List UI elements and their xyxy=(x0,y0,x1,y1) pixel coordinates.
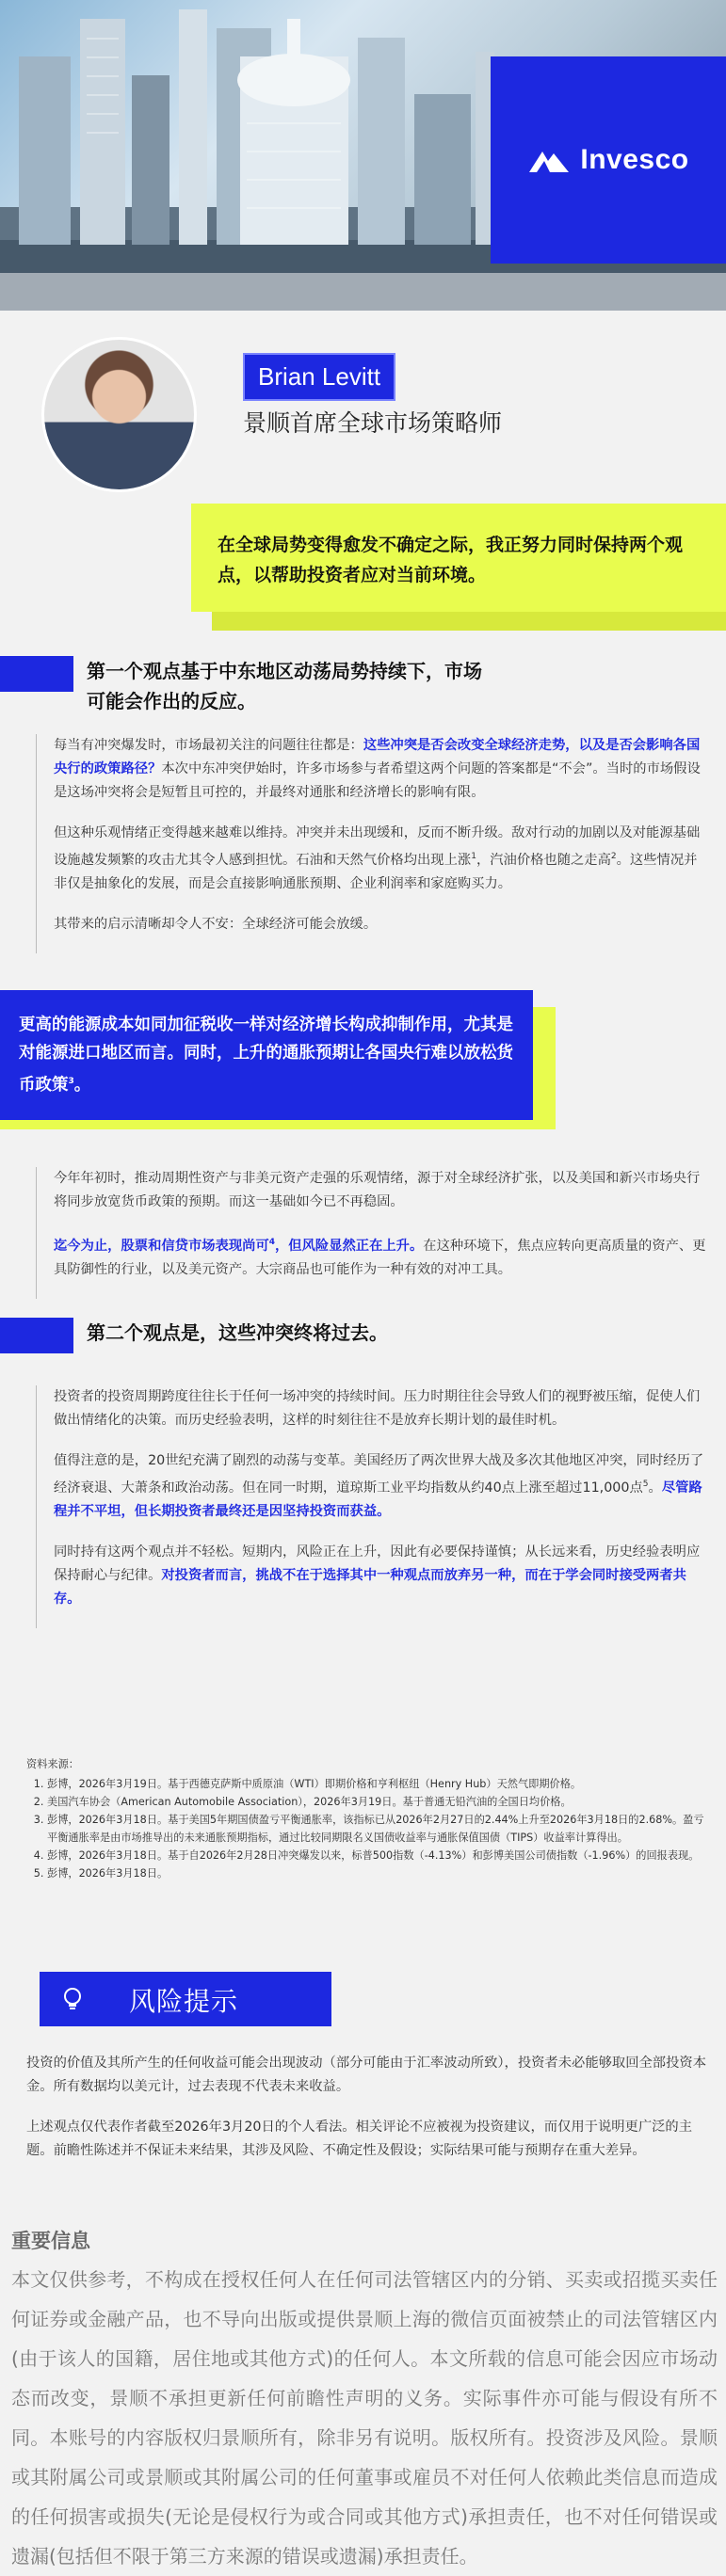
source-item: 4. 彭博，2026年3月18日。基于自2026年2月28日冲突爆发以来，标普500指数（-4.13%）和彭博美国公司债指数（-1.96%）的回报表现。 xyxy=(47,1847,714,1864)
section1-body xyxy=(36,734,710,953)
risk-heading xyxy=(40,1972,331,2026)
source-item: 2. 美国汽车协会（American Automobile Association），2026年3月19日。基于普通无铅汽油的全国日均价格。 xyxy=(47,1793,714,1811)
section1-paragraph-5: 迄今为止，股票和信贷市场表现尚可$^4$，但风险显然正在上升。在这种环境下，焦点应转向更高质量的资产、更具防御性的行业，以及美元资产。大宗商品也可能作为一种有效的对冲工具。 xyxy=(54,1238,706,1277)
risk-paragraph-1: 投资的价值及其所产生的任何收益可能会出现波动（部分可能由于汇率波动所致），投资者未必能够取回全部投资本金。所有数据均以美元计，过去表现不代表未来收益。 xyxy=(26,2056,706,2094)
author-avatar xyxy=(41,337,197,492)
source-item: 3. 彭博，2026年3月18日。基于美国5年期国债盈亏平衡通胀率，该指标已从2026年2月27日的2.44%上升至2026年3月18日的2.68%。盈亏平衡通胀率是由市场推导出的未来通胀预期指标，通过比较同期限名义国债收益率与通胀保值国债（TIPS）收益率计算得出。 xyxy=(47,1811,714,1847)
author-name: Brian Levitt xyxy=(243,353,395,401)
section2-paragraph-1: 投资者的投资周期跨度往往长于任何一场冲突的持续时间。压力时期往往会导致人们的视野被压缩，促使人们做出情绪化的决策。而历史经验表明，这样的时刻往往不是放弃长期计划的最佳时机。 xyxy=(54,1389,701,1428)
section1-paragraph-3: 其带来的启示清晰却令人不安：全球经济可能会放缓。 xyxy=(54,916,378,932)
risk-body xyxy=(26,2052,714,2180)
important-info-text: 本文仅供参考，不构成在授权任何人在任何司法管辖区内的分销、买卖或招揽买卖任何证券或金融产品，也不导向出版或提供景顺上海的微信页面被禁止的司法管辖区内(由于该人的国籍，居住地或其他方式)的任何人。本文所载的信息可能会因应市场动态而改变，景顺不承担更新任何前瞻性声明的义务。实际事件亦可能与假设有所不同。本账号的内容版权归景顺所有，除非另有说明。版权所有。投资涉及风险。景顺或其附属公司或景顺或其附属公司的任何董事或雇员不对任何人依赖此类信息而造成的任何损害或损失(无论是侵权行为或合同或其他方式)承担责任，也不对任何错误或遗漏(包括但不限于第三方来源的错误或遗漏)承担责任。 xyxy=(11,2268,718,2568)
intro-quote: 在全球局势变得愈发不确定之际，我正努力同时保持两个观点，以帮助投资者应对当前环境。 xyxy=(191,504,726,612)
lightbulb-icon xyxy=(58,1985,87,2013)
section1-body-continued xyxy=(36,1167,710,1299)
invesco-logo xyxy=(527,144,688,176)
section2-heading-text: 第二个观点是，这些冲突终将过去。 xyxy=(87,1321,388,1344)
hero-banner xyxy=(0,0,726,311)
section1-heading-text: 第一个观点基于中东地区动荡局势持续下，市场可能会作出的反应。 xyxy=(87,660,482,712)
sources-title: 资料来源： xyxy=(26,1758,79,1770)
callout-box: 更高的能源成本如同加征税收一样对经济增长构成抑制作用，尤其是对能源进口地区而言。同时，上升的通胀预期让各国央行难以放松货币政策$^3$。 xyxy=(0,990,533,1120)
source-item: 5. 彭博，2026年3月18日。 xyxy=(47,1864,714,1882)
important-info xyxy=(11,2226,718,2576)
section2-heading-bar xyxy=(0,1318,73,1353)
author-title: 景顺首席全球市场策略师 xyxy=(243,409,503,437)
risk-paragraph-2: 上述观点仅代表作者截至2026年3月20日的个人看法。相关评论不应被视为投资建议，而仅用于说明更广泛的主题。前瞻性陈述并不保证未来结果，其涉及风险、不确定性及假设；实际结果可能与预期存在重大差异。 xyxy=(26,2120,693,2158)
section2-body xyxy=(36,1385,710,1628)
sources-list xyxy=(26,1775,714,1882)
invesco-mountain-icon xyxy=(527,146,571,174)
section2-paragraph-3: 同时持有这两个观点并不轻松。短期内，风险正在上升，因此有必要保持谨慎；从长远来看，历史经验表明应保持耐心与纪律。对投资者而言，挑战不在于选择其中一种观点而放弃另一种，而在于学会同时接受两者共存。 xyxy=(54,1544,701,1607)
sources-section xyxy=(26,1755,714,1882)
section1-heading-bar xyxy=(0,656,73,692)
important-info-heading: 重要信息 xyxy=(11,2230,90,2252)
section1-paragraph-4: 今年年初时，推动周期性资产与非美元资产走强的乐观情绪，源于对全球经济扩张，以及美国和新兴市场央行将同步放宽货币政策的预期。而这一基础如今已不再稳固。 xyxy=(54,1171,701,1209)
brand-name: Invesco xyxy=(580,144,689,175)
source-item: 1. 彭博，2026年3月19日。基于西德克萨斯中质原油（WTI）即期价格和亨利枢纽（Henry Hub）天然气即期价格。 xyxy=(47,1775,714,1793)
section1-paragraph-2: 但这种乐观情绪正变得越来越难以维持。冲突并未出现缓和，反而不断升级。敌对行动的加剧以及对能源基础设施越发频繁的攻击尤其令人感到担忧。石油和天然气价格均出现上涨$^1$，汽油价格也随之走高$^2$。这些情况并非仅是抽象化的发展，而是会直接影响通胀预期、企业利润率和家庭购买力。 xyxy=(54,825,701,891)
invesco-logo-box xyxy=(491,56,726,264)
author-section xyxy=(0,311,726,513)
section1-paragraph-1: 每当有冲突爆发时，市场最初关注的问题往往都是：这些冲突是否会改变全球经济走势，以及是否会影响各国央行的政策路径？本次中东冲突伊始时，许多市场参与者希望这两个问题的答案都是“不会”。当时的市场假设是这场冲突将会是短暂且可控的，并最终对通胀和经济增长的影响有限。 xyxy=(54,738,701,800)
risk-heading-text: 风险提示 xyxy=(129,1986,239,2017)
section2-paragraph-2: 值得注意的是，20世纪充满了剧烈的动荡与变革。美国经历了两次世界大战及多次其他地区冲突，同时经历了经济衰退、大萧条和政治动荡。但在同一时期，道琼斯工业平均指数从约40点上涨至超过11,000点$^5$。尽管路程并不平坦，但长期投资者最终还是因坚持投资而获益。 xyxy=(54,1453,704,1519)
